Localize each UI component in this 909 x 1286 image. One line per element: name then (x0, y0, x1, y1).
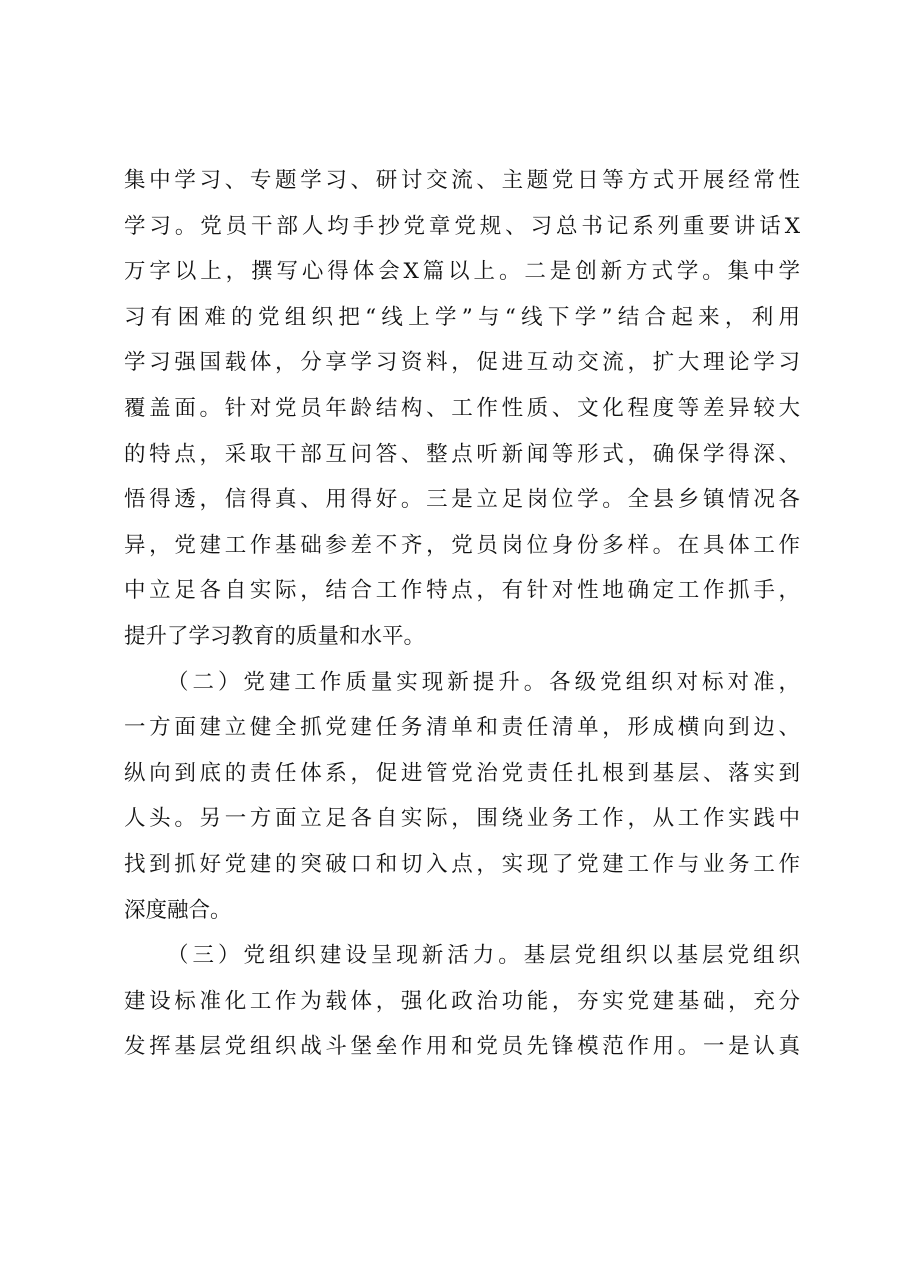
text-line: 万字以上，撰写心得体会X篇以上。二是创新方式学。集中学 (124, 259, 800, 285)
text-line: 覆盖面。针对党员年龄结构、工作性质、文化程度等差异较大 (124, 395, 800, 421)
text-line: 集中学习、专题学习、研讨交流、主题党日等方式开展经常性 (124, 168, 800, 193)
text-line: 悟得透，信得真、用得好。三是立足岗位学。全县乡镇情况各 (124, 487, 800, 513)
text-line: 的特点，采取干部互问答、整点听新闻等形式，确保学得深、 (124, 441, 800, 467)
text-line: 建设标准化工作为载体，强化政治功能，夯实党建基础，充分 (124, 988, 800, 1014)
paragraph-end-line: 深度融合。 (124, 897, 232, 923)
text-line: 异，党建工作基础参差不齐，党员岗位身份多样。在具体工作 (124, 532, 800, 558)
text-line: 找到抓好党建的突破口和切入点，实现了党建工作与业务工作 (124, 851, 800, 877)
text-line: 中立足各自实际，结合工作特点，有针对性地确定工作抓手， (124, 578, 800, 604)
paragraph-end-line: 提升了学习教育的质量和水平。 (124, 623, 426, 649)
text-line: 习有困难的党组织把“线上学”与“线下学”结合起来，利用 (124, 304, 800, 330)
text-line: 人头。另一方面立足各自实际，围绕业务工作，从工作实践中 (124, 806, 800, 832)
section-heading-line: （三）党组织建设呈现新活力。基层党组织以基层党组织 (167, 943, 800, 969)
text-line: 学习强国载体，分享学习资料，促进互动交流，扩大理论学习 (124, 350, 800, 376)
body-text (124, 158, 800, 1070)
text-line: 纵向到底的责任体系，促进管党治党责任扎根到基层、落实到 (124, 760, 800, 786)
text-line: 学习。党员干部人均手抄党章党规、习总书记系列重要讲话X (124, 213, 800, 239)
text-line: 发挥基层党组织战斗堡垒作用和党员先锋模范作用。一是认真 (124, 1034, 800, 1060)
section-heading-line: （二）党建工作质量实现新提升。各级党组织对标对准， (167, 669, 800, 695)
text-line: 一方面建立健全抓党建任务清单和责任清单，形成横向到边、 (124, 715, 800, 741)
